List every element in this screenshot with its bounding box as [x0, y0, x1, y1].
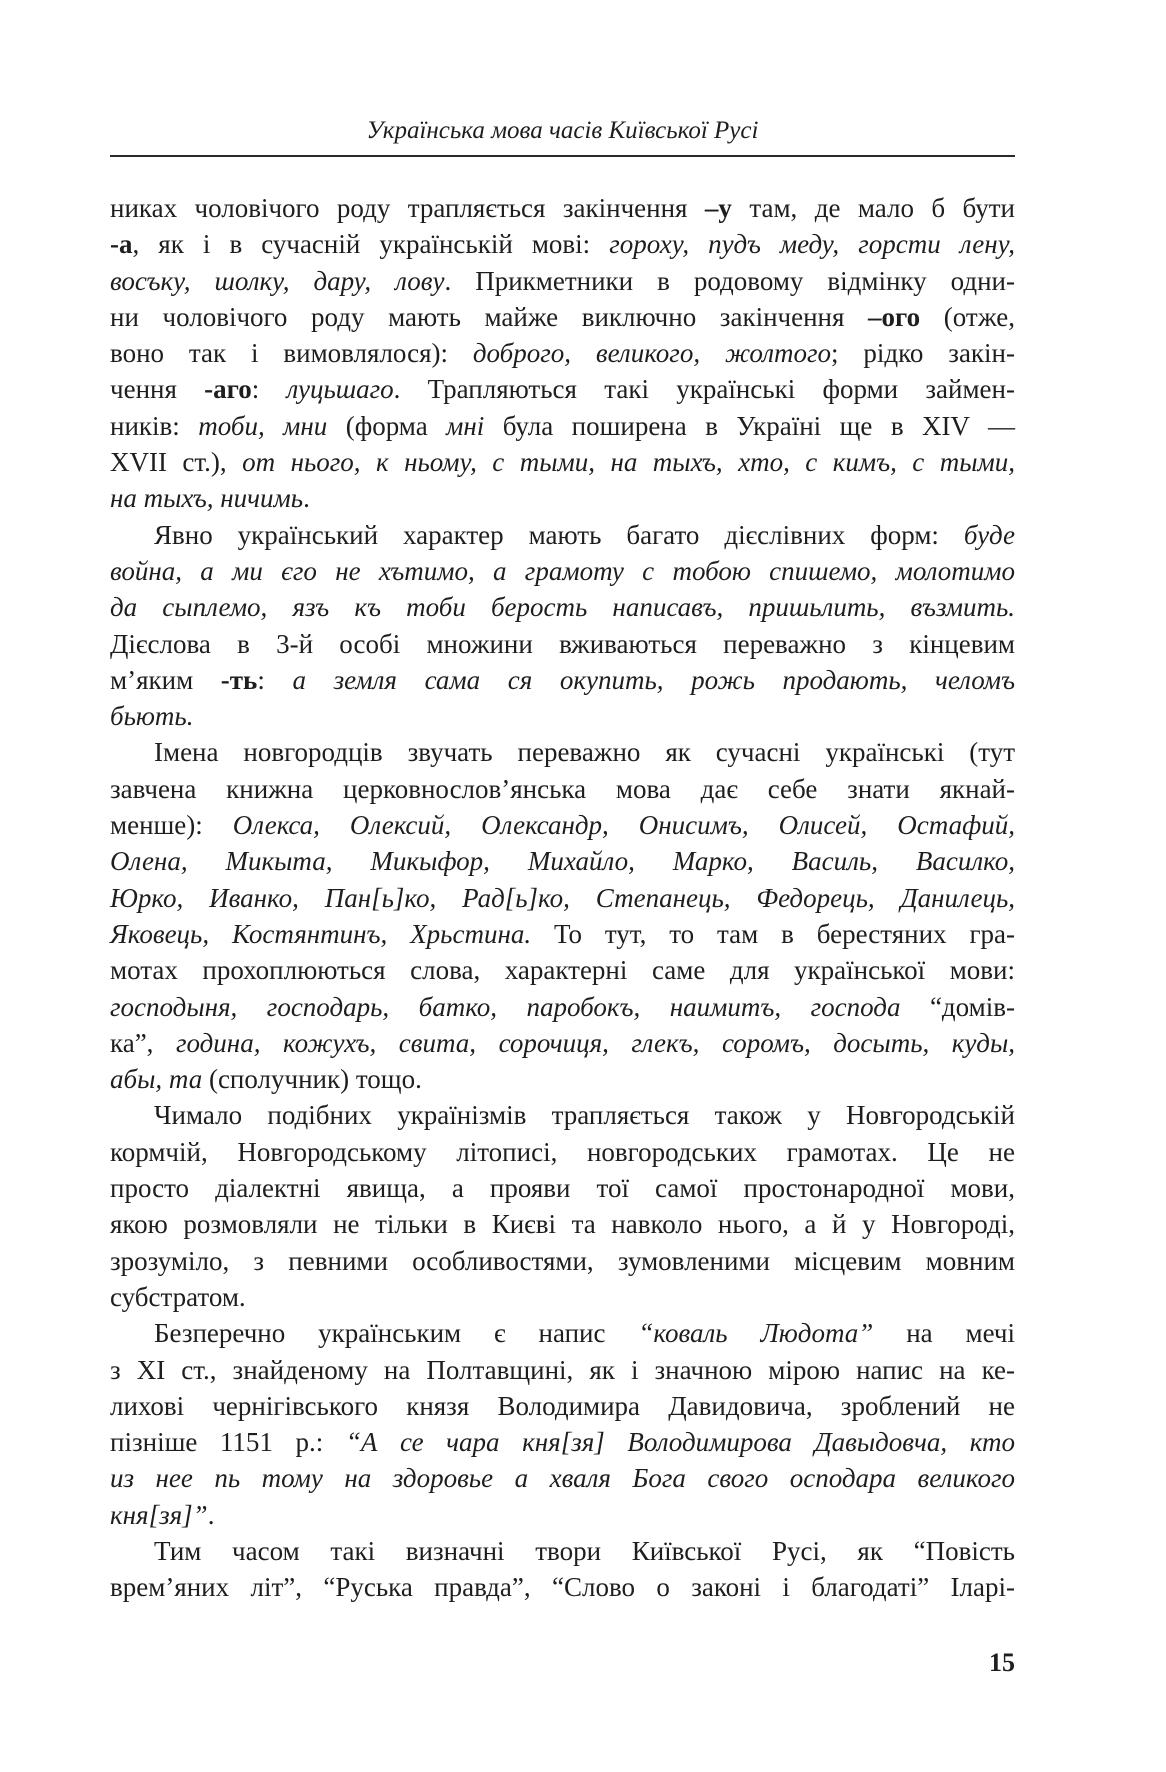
text-run: Безперечно українським є напис [154, 1318, 639, 1349]
text-line [110, 1170, 1015, 1206]
italic-text: “коваль Людота” [638, 1318, 874, 1349]
text-run: . Прикметники в родовому відмінку одни- [444, 265, 1015, 296]
text-run: : [257, 664, 293, 695]
text-run: там, де мало б бути [731, 193, 1015, 223]
text-run: ни чоловічого роду мають майже виключно закінчення [110, 301, 868, 332]
text-run: завчена книжна церковнослов’янська мова дає себе знати якнай- [110, 773, 1015, 804]
italic-text: Олекса, Олексий, Олександр, Онисимъ, Олисей, Остафий, [232, 810, 1015, 841]
paragraph [110, 190, 1015, 517]
paragraph [110, 1097, 1015, 1315]
text-run: То тут, то там в берестяних гра- [531, 918, 1015, 949]
text-run: була поширена в Україні ще в XIV — [484, 410, 1015, 441]
text-run: . Трапляються такі українські форми займен- [393, 374, 1015, 405]
italic-text: мні [446, 410, 485, 441]
text-run: (сполучник) тощо. [202, 1064, 422, 1095]
text-line [110, 444, 1015, 480]
text-run: . [207, 1499, 215, 1530]
italic-text: Яковець, Костянтинъ, Хрьстина. [110, 918, 532, 949]
text-line [110, 553, 1015, 589]
text-line [110, 480, 1015, 516]
italic-text: Олена, Микыта, Микыфор, Михайло, Марко, Василь, Василко, [110, 846, 1015, 877]
text-line [110, 408, 1015, 444]
text-run: врем’яних літ”, “Руська правда”, “Слово о законі і благодаті” Іларі- [110, 1572, 1015, 1603]
text-line [110, 1388, 1015, 1424]
text-run: менше): [110, 810, 233, 841]
paragraph [110, 1533, 1015, 1606]
text-line [110, 989, 1015, 1025]
text-run: (отже, [920, 301, 1015, 332]
text-line [110, 698, 1015, 734]
italic-text: луцьшаго [286, 374, 394, 405]
italic-text: гороху, пудъ меду, горсти лену, [609, 229, 1015, 260]
text-line [110, 371, 1015, 407]
text-line [110, 1206, 1015, 1242]
text-run: Дієслова в 3-й особі множини вживаються переважно з кінцевим [110, 628, 1015, 659]
text-line [110, 517, 1015, 553]
text-run: кормчій, Новгородському літописі, новгородських грамотах. Це не [110, 1136, 1015, 1167]
text-run: мотах прохоплюються слова, характерні саме для української мови: [110, 955, 1015, 986]
text-run: пізніше 1151 р.: [110, 1427, 346, 1458]
text-line [110, 662, 1015, 698]
text-run: зрозуміло, з певними особливостями, зумовленими місцевим мовним [110, 1245, 1015, 1276]
text-run: XVII ст.), [110, 447, 243, 478]
text-line [110, 1134, 1015, 1170]
italic-text: господыня, господарь, батко, паробокъ, наимитъ, господа [110, 991, 901, 1022]
text-line [110, 1279, 1015, 1315]
text-run: Тим часом такі визначні твори Київської Русі, як “Повість [154, 1535, 1015, 1566]
paragraph [110, 517, 1015, 735]
text-line [110, 190, 1015, 226]
bold-text: -ть [220, 664, 258, 695]
text-line [110, 1497, 1015, 1533]
text-line [110, 589, 1015, 625]
text-run: м’яким [110, 664, 221, 695]
paragraph [110, 734, 1015, 1097]
text-run: . [303, 483, 310, 514]
text-run: якою розмовляли не тільки в Києві та навколо нього, а й у Новгороді, [110, 1209, 1015, 1240]
text-run: “домів- [900, 991, 1015, 1022]
text-line [110, 771, 1015, 807]
italic-text: а земля сама ся окупить, рожь продають, челомъ [292, 664, 1015, 695]
text-run: з XI ст., знайденому на Полтавщині, як і значною мірою напис на ке- [110, 1354, 1015, 1385]
italic-text: абы, та [110, 1064, 203, 1095]
text-run: ; рідко закін- [831, 338, 1015, 369]
italic-text: Юрко, Иванко, Пан[ь]ко, Рад[ь]ко, Степанець, Федорець, Данилець, [110, 882, 1015, 913]
text-line [110, 1097, 1015, 1133]
bold-text: –у [704, 193, 732, 223]
bold-text: -а [110, 229, 133, 260]
italic-text: бьють. [110, 701, 194, 732]
text-line [110, 1061, 1015, 1097]
text-line [110, 1025, 1015, 1061]
italic-text: доброго, великого, жолтого [472, 338, 832, 369]
text-run: просто діалектні явища, а прояви тої самої простонародної мови, [110, 1173, 1015, 1204]
text-line [110, 880, 1015, 916]
text-line [110, 335, 1015, 371]
text-run: : [251, 374, 287, 405]
text-run: воно так і вимовлялося): [110, 338, 473, 369]
text-line [110, 843, 1015, 879]
text-line [110, 1569, 1015, 1605]
italic-text: из нее пь тому на здоровье а хваля Бога свого осподара великого [110, 1463, 1015, 1494]
italic-text: година, кожухъ, свита, сорочиця, глекъ, соромъ, досыть, куды, [175, 1027, 1015, 1058]
text-run: Чимало подібних українізмів трапляється також у Новгородській [154, 1100, 1015, 1131]
header-rule [110, 155, 1015, 157]
text-run: , як і в сучасній українській мові: [132, 229, 610, 260]
text-line [110, 226, 1015, 262]
text-line [110, 916, 1015, 952]
text-line [110, 734, 1015, 770]
bold-text: -аго [204, 374, 252, 405]
italic-text: кня[зя]” [110, 1499, 208, 1530]
text-line [110, 1315, 1015, 1351]
text-line [110, 1460, 1015, 1496]
text-run: субстратом. [110, 1281, 246, 1312]
bold-text: –ого [868, 301, 921, 332]
text-run: ників: [110, 410, 199, 441]
text-run: Імена новгородців звучать переважно як сучасні українські (тут [154, 737, 1015, 768]
italic-text: на тыхъ, ничимь [110, 483, 304, 514]
text-run: (форма [327, 410, 447, 441]
text-line [110, 1243, 1015, 1279]
text-line [110, 626, 1015, 662]
italic-text: да сыплемо, язъ къ тоби берость написавъ, пришьлить, възмить. [110, 592, 1015, 623]
text-line [110, 263, 1015, 299]
text-line [110, 1424, 1015, 1460]
text-run: на мечі [873, 1318, 1016, 1349]
italic-text: тоби, мни [198, 410, 328, 441]
italic-text: буде [963, 519, 1015, 550]
text-line [110, 1533, 1015, 1569]
text-run: ка”, [110, 1027, 176, 1058]
page-number: 15 [989, 1648, 1015, 1677]
text-line [110, 807, 1015, 843]
text-line [110, 952, 1015, 988]
text-run: чення [110, 374, 205, 405]
running-head-title: Українська мова часів Київської Русі [366, 117, 759, 144]
body-text [110, 190, 1015, 1606]
text-line [110, 299, 1015, 335]
italic-text: война, а ми єго не хътимо, а грамоту с тобою спишемо, молотимо [110, 555, 1015, 586]
italic-text: “А се чара кня[зя] Володимирова Давыдовча, кто [345, 1427, 1016, 1458]
text-run: никах чоловічого роду трапляється закінчення [110, 193, 705, 223]
italic-text: от нього, к ньому, с тыми, на тыхъ, хто, с кимъ, с тыми, [242, 447, 1015, 478]
text-run: лихові чернігівського князя Володимира Давидовича, зроблений не [110, 1390, 1015, 1421]
paragraph [110, 1315, 1015, 1533]
italic-text: восъку, шолку, дару, лову [110, 265, 445, 296]
text-run: Явно український характер мають багато дієслівних форм: [154, 519, 964, 550]
text-line [110, 1352, 1015, 1388]
